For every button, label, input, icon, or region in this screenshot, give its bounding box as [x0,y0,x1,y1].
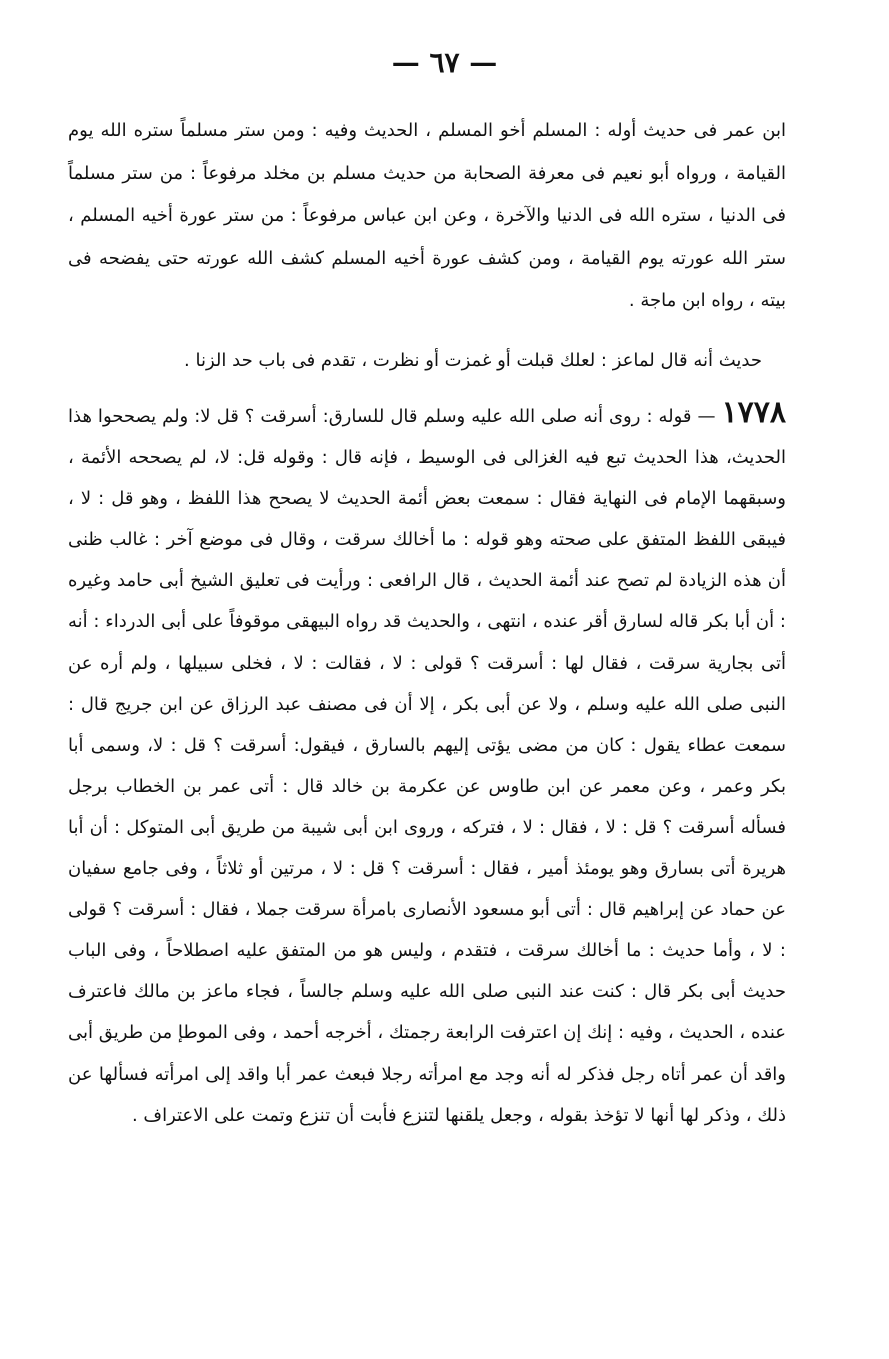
paragraph-maiz-reference [68,340,786,382]
entry-text: قوله : روى أنه صلى الله عليه وسلم قال للسارق: أسرقت ؟ قل لا: ولم يصححوا هذا الحديث، هذا الحديث تبع فيه الغزالى فى الوسيط ، فإنه قال : وقوله قل: لا، لم يصححه الأئمة ، وسبقهما الإمام فى النهاية فقال : سمعت بعض أئمة الحديث لا يصحح هذا اللفظ ، وهو قل : لا ، فيبقى اللفظ المتفق على صحته وهو قوله : ما أخالك سرقت ، وقال فى موضع آخر : غالب ظنى أن هذه الزيادة لم تصح عند أئمة الحديث ، قال الرافعى : ورأيت فى تعليق الشيخ أبى حامد وغيره : أن أبا بكر قاله لسارق أقر عنده ، انتهى ، والحديث قد رواه البيهقى موقوفاً على أبى الدرداء : أنه أتى بجارية سرقت ، فقال لها : أسرقت ؟ قولى : لا ، فقالت : لا ، فخلى سبيلها ، ولم أره عن النبى صلى الله عليه وسلم ، ولا عن أبى بكر ، إلا أن فى مصنف عبد الرزاق عن ابن جريج قال : سمعت عطاء يقول : كان من مضى يؤتى إليهم بالسارق ، فيقول: أسرقت ؟ قل : لا، وسمى أبا بكر وعمر ، وعن معمر عن ابن طاوس عن عكرمة بن خالد قال : أتى عمر بن الخطاب برجل فسأله أسرقت ؟ قل : لا ، فقال : لا ، فتركه ، وروى ابن أبى شيبة من طريق أبى المتوكل : أن أبا هريرة أتى بسارق وهو يومئذ أمير ، فقال : أسرقت ؟ قل : لا ، مرتين أو ثلاثاً ، وفى جامع سفيان عن حماد عن إبراهيم قال : أتى أبو مسعود الأنصارى بامرأة سرقت جملا ، فقال : أسرقت ؟ قولى : لا ، وأما حديث : ما أخالك سرقت ، فتقدم ، وليس هو من المتفق عليه اصطلاحاً ، وفى الباب حديث أبى بكر قال : كنت عند النبى صلى الله عليه وسلم جالساً ، فجاء ماعز بن مالك فاعترف عنده ، الحديث ، وفيه : إنك إن اعترفت الرابعة رجمتك ، أخرجه أحمد ، وفى الموطإ من طريق أبى واقد أن عمر أتاه رجل فذكر له أنه وجد مع امرأته رجلا فبعث عمر أبا واقد إلى امرأته فسألها عن ذلك ، وذكر لها أنها لا تؤخذ بقوله ، وجعل يلقنها لتنزع فأبت أن تنزع وتمت على الاعتراف . [68,406,786,1126]
entry-dash: — [697,406,716,427]
entry-1778 [68,392,786,1136]
paragraph-text: ابن عمر فى حديث أوله : المسلم أخو المسلم ، الحديث وفيه : ومن ستر مسلماً ستره الله يوم القيامة ، ورواه أبو نعيم فى معرفة الصحابة من حديث مسلم بن مخلد مرفوعاً : من ستر مسلماً فى الدنيا ، ستره الله فى الدنيا والآخرة ، وعن ابن عباس مرفوعاً : من ستر عورة أخيه المسلم ، ستر الله عورته يوم القيامة ، ومن كشف عورة أخيه المسلم كشف الله عورته حتى يفضحه فى بيته ، رواه ابن ماجة . [68,120,786,311]
entry-paragraph [68,392,786,1136]
page-number: — ٦٧ — [391,46,498,79]
entry-number: ١٧٧٨ [721,395,786,430]
paragraph-text: حديث أنه قال لماعز : لعلك قبلت أو غمزت أو نظرت ، تقدم فى باب حد الزنا . [184,350,762,371]
paragraph-hadith-satr [68,110,786,323]
